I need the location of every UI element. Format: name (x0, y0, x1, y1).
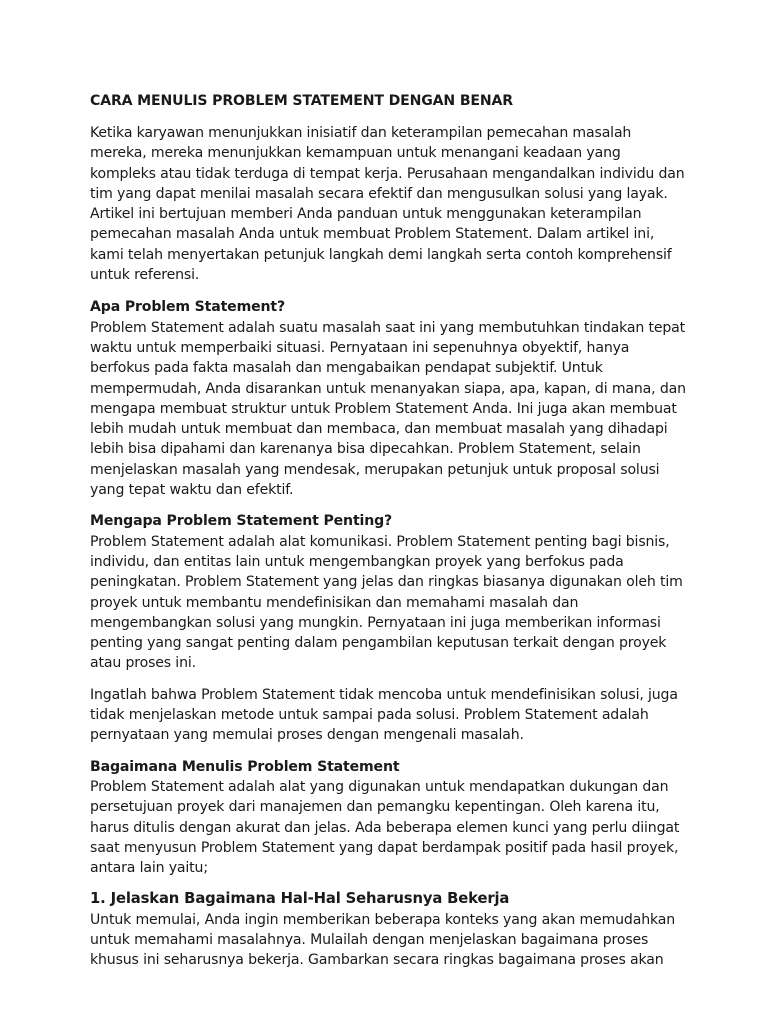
section-what (90, 297, 690, 500)
document-title: CARA MENULIS PROBLEM STATEMENT DENGAN BENAR (90, 93, 514, 109)
intro-paragraph: Ketika karyawan menunjukkan inisiatif dan keterampilan pemecahan masalah mereka, mereka menunjukkan kemampuan untuk menangani keadaan yang kompleks atau tidak terduga di tempat kerja. Perusahaan mengandalkan individu dan tim yang dapat menilai masalah secara efektif dan mengusulkan solusi yang layak. Artikel ini bertujuan memberi Anda panduan untuk menggunakan keterampilan pemecahan masalah Anda untuk membuat Problem Statement. Dalam artikel ini, kami telah menyertakan petunjuk langkah demi langkah serta contoh komprehensif untuk referensi. (90, 125, 685, 284)
section-heading: Apa Problem Statement? (90, 299, 286, 316)
section-body: Problem Statement adalah alat komunikasi. Problem Statement penting bagi bisnis, individu, dan entitas lain untuk mengembangkan proyek yang berfokus pada peningkatan. Problem Statement yang jelas dan ringkas biasanya digunakan oleh tim proyek untuk membantu mendefinisikan dan memahami masalah dan mengembangkan solusi yang mungkin. Pernyataan ini juga memberikan informasi penting yang sangat penting dalam pengambilan keputusan terkait dengan proyek atau proses ini. (90, 533, 683, 672)
section-why (90, 511, 690, 673)
document-page (90, 91, 690, 982)
section-heading: Bagaimana Menulis Problem Statement (90, 758, 400, 775)
section-how (90, 757, 690, 879)
section-body: Ingatlah bahwa Problem Statement tidak mencoba untuk mendefinisikan solusi, juga tidak menjelaskan metode untuk sampai pada solusi. Problem Statement adalah pernyataan yang memulai proses dengan mengenali masalah. (90, 686, 678, 744)
section-body: Untuk memulai, Anda ingin memberikan beberapa konteks yang akan memudahkan untuk memahami masalahnya. Mulailah dengan menjelaskan bagaimana proses khusus ini seharusnya bekerja. Gambarkan secara ringkas bagaimana proses akan (90, 911, 676, 969)
section-body: Problem Statement adalah suatu masalah saat ini yang membutuhkan tindakan tepat waktu untuk memperbaiki situasi. Pernyataan ini sepenuhnya obyektif, hanya berfokus pada fakta masalah dan mengabaikan pendapat subjektif. Untuk mempermudah, Anda disarankan untuk menanyakan siapa, apa, kapan, di mana, dan mengapa membuat struktur untuk Problem Statement Anda. Ini juga akan membuat lebih mudah untuk membuat dan membaca, dan membuat masalah yang dihadapi lebih bisa dipahami dan karenanya bisa dipecahkan. Problem Statement, selain menjelaskan masalah yang mendesak, merupakan petunjuk untuk proposal solusi yang tepat waktu dan efektif. (90, 319, 686, 499)
section-remember (90, 685, 690, 746)
section-step-1 (90, 889, 690, 970)
section-heading: Mengapa Problem Statement Penting? (90, 513, 393, 530)
section-body: Problem Statement adalah alat yang digunakan untuk mendapatkan dukungan dan persetujuan proyek dari manajemen dan pemangku kepentingan. Oleh karena itu, harus ditulis dengan akurat dan jelas. Ada beberapa elemen kunci yang perlu diingat saat menyusun Problem Statement yang dapat berdampak positif pada hasil proyek, antara lain yaitu; (90, 778, 680, 877)
section-heading: 1. Jelaskan Bagaimana Hal-Hal Seharusnya Bekerja (90, 890, 510, 908)
